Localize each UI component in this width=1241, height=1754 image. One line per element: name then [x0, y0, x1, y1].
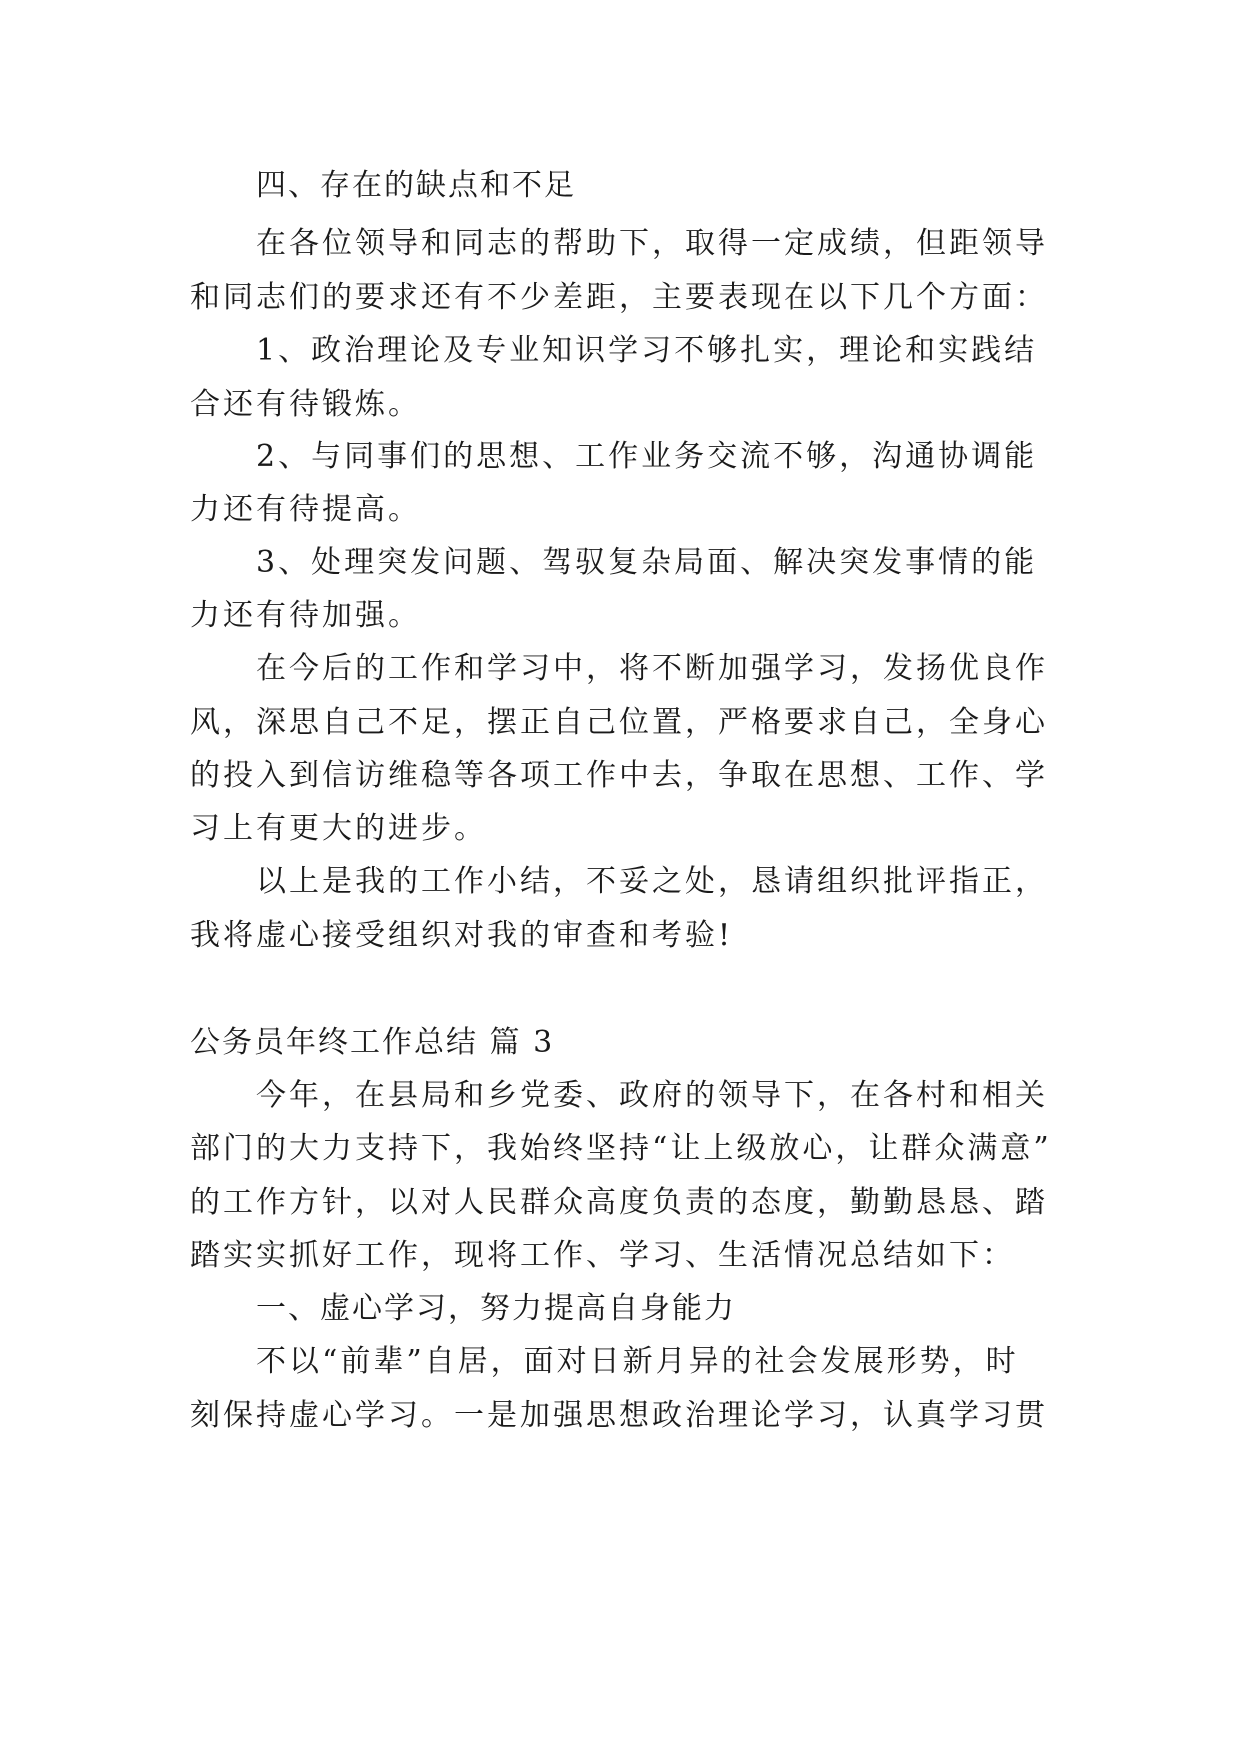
- paragraph-line: 在各位领导和同志的帮助下，取得一定成绩，但距领导: [256, 226, 1048, 261]
- article-title: 公务员年终工作总结 篇 3: [190, 1025, 555, 1060]
- list-item-line: 力还有待提高。: [190, 492, 421, 527]
- list-item-line: 1、政治理论及专业知识学习不够扎实，理论和实践结: [256, 333, 1038, 368]
- paragraph-line: 我将虚心接受组织对我的审查和考验!: [190, 918, 734, 953]
- list-item-line: 合还有待锻炼。: [190, 387, 421, 422]
- list-item-line: 2、与同事们的思想、工作业务交流不够，沟通协调能: [256, 439, 1038, 474]
- paragraph-line: 在今后的工作和学习中，将不断加强学习，发扬优良作: [256, 651, 1048, 686]
- paragraph-line: 的工作方针，以对人民群众高度负责的态度，勤勤恳恳、踏: [190, 1185, 1048, 1220]
- paragraph-line: 的投入到信访维稳等各项工作中去，争取在思想、工作、学: [190, 758, 1048, 793]
- list-item-line: 力还有待加强。: [190, 598, 421, 633]
- paragraph-line: 踏实实抓好工作，现将工作、学习、生活情况总结如下：: [190, 1238, 1015, 1273]
- section-heading-shortcomings: 四、存在的缺点和不足: [256, 168, 576, 203]
- list-item-line: 3、处理突发问题、驾驭复杂局面、解决突发事情的能: [256, 545, 1038, 580]
- paragraph-line: 习上有更大的进步。: [190, 811, 487, 846]
- paragraph-line: 今年，在县局和乡党委、政府的领导下，在各村和相关: [256, 1078, 1048, 1113]
- paragraph-line: 不以“前辈”自居，面对日新月异的社会发展形势，时: [256, 1344, 1019, 1379]
- paragraph-line: 风，深思自己不足，摆正自己位置，严格要求自己，全身心: [190, 705, 1048, 740]
- paragraph-line: 以上是我的工作小结，不妥之处，恳请组织批评指正，: [256, 864, 1048, 899]
- paragraph-line: 和同志们的要求还有不少差距，主要表现在以下几个方面：: [190, 280, 1048, 315]
- paragraph-line: 刻保持虚心学习。一是加强思想政治理论学习，认真学习贯: [190, 1398, 1048, 1433]
- paragraph-line: 部门的大力支持下，我始终坚持“让上级放心，让群众满意”: [190, 1131, 1052, 1166]
- section-heading-learning: 一、虚心学习，努力提高自身能力: [256, 1291, 736, 1326]
